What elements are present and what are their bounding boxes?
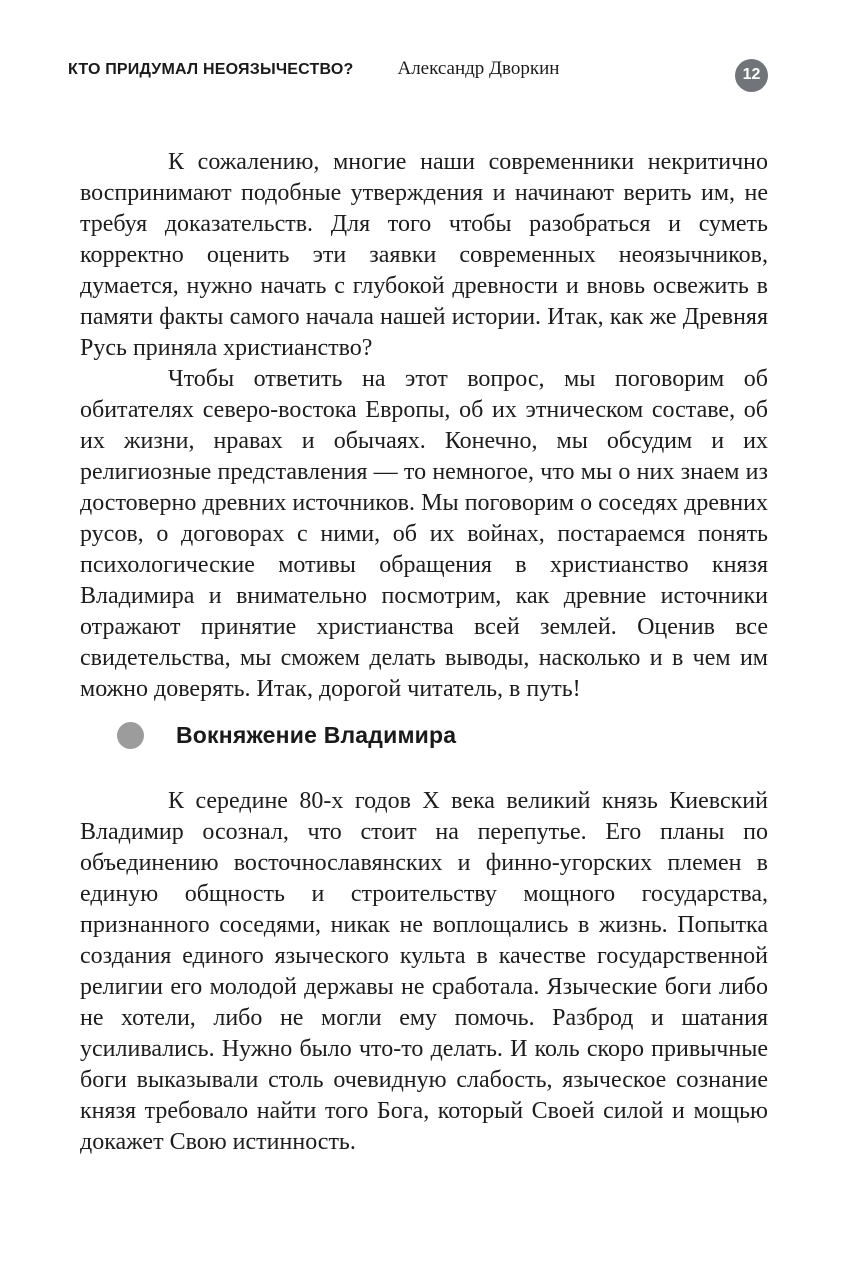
running-header (68, 58, 768, 92)
body-paragraph: К сожалению, многие наши современники некритично воспринимают подобные утверждения и начинают верить им, не требуя доказательств. Для того чтобы разобраться и суметь корректно оценить эти заявки современных неоязычников, думается, нужно начать с глубокой древности и вновь освежить в памяти факты самого начала нашей истории. Итак, как же Древняя Русь приняла христианство? (80, 149, 768, 361)
section-heading: Вокняжение Владимира (176, 722, 457, 748)
author-name: Александр Дворкин (397, 58, 560, 79)
page-number-badge: 12 (735, 59, 768, 92)
page-body (80, 147, 768, 1158)
section-bullet-icon (117, 722, 144, 749)
body-paragraph: К середине 80-х годов X века великий князь Киевский Владимир осознал, что стоит на перепутье. Его планы по объединению восточнославянских и финно-угорских племен в единую общность и строительству мощного государства, признанного соседями, никак не воплощались в жизнь. Попытка создания единого языческого культа в качестве государственной религии его молодой державы не сработала. Языческие боги либо не хотели, либо не могли ему помочь. Разброд и шатания усиливались. Нужно было что-то делать. И коль скоро привычные боги выказывали столь очевидную слабость, языческое сознание князя требовало найти того Бога, который Своей силой и мощью докажет Свою истинность. (80, 788, 768, 1155)
body-paragraph: Чтобы ответить на этот вопрос, мы поговорим об обитателях северо-востока Европы, об их этническом составе, об их жизни, нравах и обычаях. Конечно, мы обсудим и их религиозные представления — то немногое, что мы о них знаем из достоверно древних источников. Мы поговорим о соседях древних русов, о договорах с ними, об их войнах, постараемся понять психологические мотивы обращения в христианство князя Владимира и внимательно посмотрим, как древние источники отражают принятие христианства всей землей. Оценив все свидетельства, мы сможем делать выводы, насколько и в чем им можно доверять. Итак, дорогой читатель, в путь! (80, 366, 768, 702)
section-heading-row (80, 722, 768, 749)
book-title: КТО ПРИДУМАЛ НЕОЯЗЫЧЕСТВО? (68, 61, 354, 78)
